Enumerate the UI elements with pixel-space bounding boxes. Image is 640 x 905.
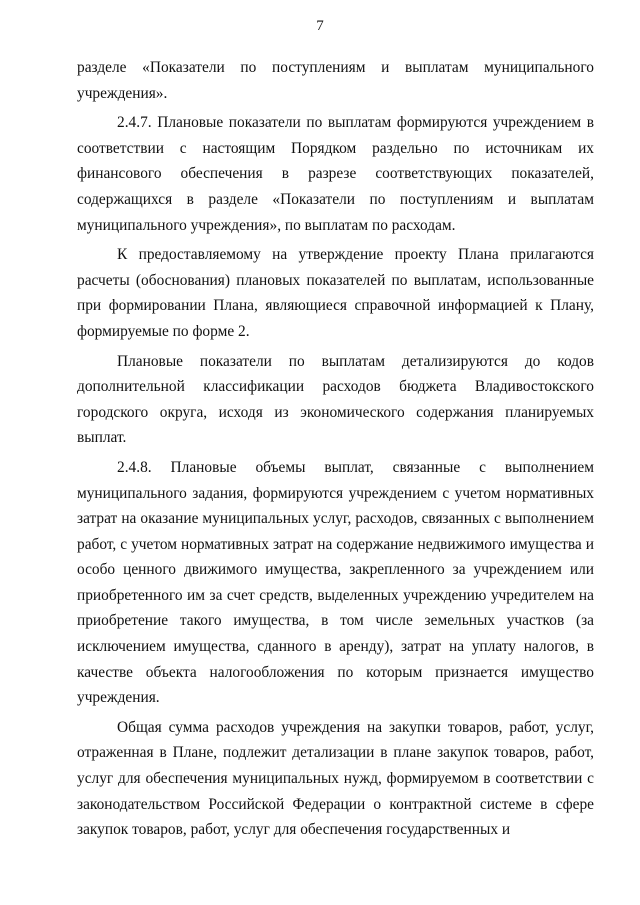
paragraph-detailing: Плановые показатели по выплатам детализируются до кодов дополнительной классификации расходов бюджета Владивостокского городского округа, исходя из экономического содержания планируемых выплат.	[77, 352, 594, 447]
paragraph-continuation: разделе «Показатели по поступлениям и выплатам муниципального учреждения».	[77, 59, 594, 102]
paragraph-2-4-7: 2.4.7. Плановые показатели по выплатам формируются учреждением в соответствии с настоящим Порядком раздельно по источникам их финансового обеспечения в разрезе соответствующих показателей, содержащихся в разделе «Показатели по поступлениям и выплатам муниципального учреждения», по выплатам по расходам.	[77, 114, 594, 234]
paragraph-calculations: К предоставляемому на утверждение проекту Плана прилагаются расчеты (обоснования) плановых показателей по выплатам, использованные при формировании Плана, являющиеся справочной информацией к Плану, формируемые по форме 2.	[77, 246, 594, 340]
paragraph-2-4-8: 2.4.8. Плановые объемы выплат, связанные с выполнением муниципального задания, формируются учреждением с учетом нормативных затрат на оказание муниципальных услуг, расходов, связанных с выполнением работ, с учетом нормативных затрат на содержание недвижимого имущества и особо ценного движимого имущества, закрепленного за учреждением или приобретенного им за счет средств, выделенных учреждению учредителем на приобретение такого имущества, в том числе земельных участков (за исключением имущества, сданного в аренду), затрат на уплату налогов, в качестве объекта налогообложения по которым признается имущество учреждения.	[77, 458, 594, 707]
page-number: 7	[316, 18, 324, 34]
document-body	[77, 55, 594, 843]
paragraph-procurement: Общая сумма расходов учреждения на закупки товаров, работ, услуг, отраженная в Плане, подлежит детализации в плане закупок товаров, работ, услуг для обеспечения муниципальных нужд, формируемом в соответствии с законодательством Российской Федерации о контрактной системе в сфере закупок товаров, работ, услуг для обеспечения государственных и	[77, 718, 594, 839]
